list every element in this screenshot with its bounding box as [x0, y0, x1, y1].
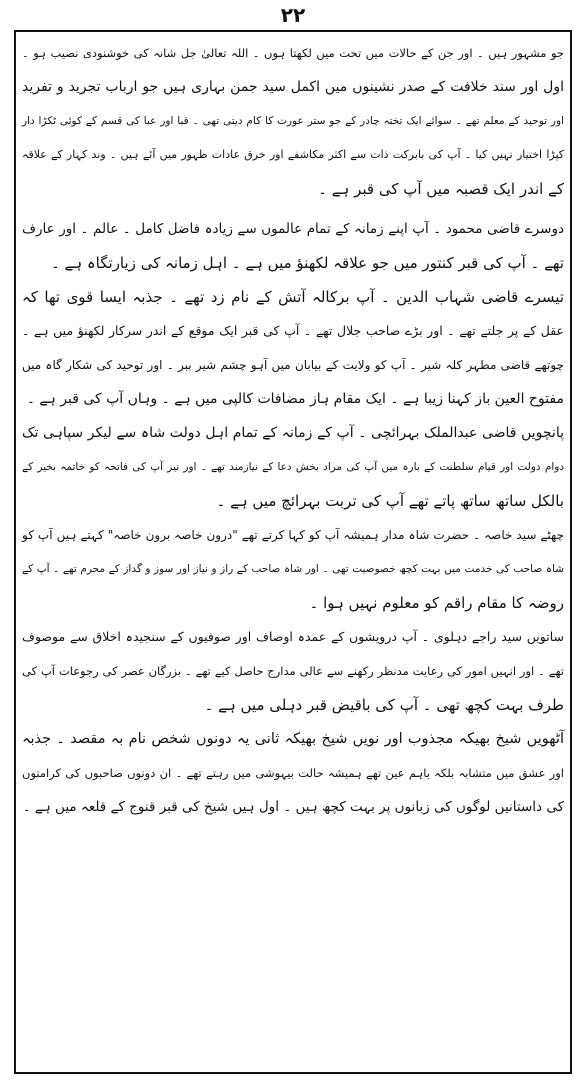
text-line: مفتوح العین باز کہنا زیبا ہے ۔ ایک مقام ہاز مضافات کالپی میں ہے ۔ وہاں آپ کی قبر ہے ۔: [26, 391, 564, 407]
text-line: چوتھے قاضی مطہر کلہ شیر ۔ آپ کو ولایت کے بیابان میں آہو چشم شیر ببر ۔ اور توحید کی شکار گاہ میں: [22, 358, 564, 372]
text-line: تھے ۔ آپ کی قبر کنتور میں جو علاقہ لکھنؤ میں ہے ۔ اہل زمانہ کی زیارتگاہ ہے ۔: [50, 254, 564, 272]
text-line: عقل کے پر جلتے تھے ۔ اور بڑے صاحب جلال تھے ۔ آپ کی قبر ایک موقع کے اندر سرکار لکھنؤ میں ہے ۔: [22, 323, 564, 338]
text-line: کی داستانیں لوگوں کی زبانوں پر بہت کچھ ہیں ۔ اول ہیں شیخ کی قبر قنوج کے قلعہ میں ہے ۔: [22, 799, 564, 815]
text-line: شاہ صاحب کی خدمت میں بہت کچھ خصوصیت تھی ۔ اور شاہ صاحب کے راز و نیاز اور سوز و گداز کے محرم تھے ۔ آپ کے: [22, 563, 564, 575]
page-number: ۲۲: [280, 3, 306, 27]
text-line: جو مشہور ہیں ۔ اور جن کے حالات میں تحت میں لکھتا ہوں ۔ اللہ تعالیٰ جل شانہ کی خوشنودی نصیب ہو ۔: [22, 46, 564, 60]
text-line: کے اندر ایک قصبہ میں آپ کی قبر ہے ۔: [318, 180, 564, 198]
text-line: آٹھویں شیخ بھیکہ مجذوب اور نویں شیخ بھیکہ ثانی یہ دونوں شخص نام بہ مقصد ۔ جذبہ: [22, 731, 564, 747]
text-line: چھٹے سید خاصہ ۔ حضرت شاہ مدار ہمیشہ آپ کو کہا کرتے تھے "درون خاصہ برون خاصہ" کہتے ہیں آپ کو: [22, 528, 564, 542]
text-line: اول اور سند خلافت کے صدر نشینوں میں اکمل سید جمن بہاری ہیں جو ارباب تجرید و تفرید: [22, 79, 564, 95]
text-line: دوام دولت اور قیام سلطنت کے بارہ میں آپ کی مراد بخش دعا کے نیازمند تھے ۔ اور نیز آپ کی فاتحہ کو خاتمہ بخیر کے: [22, 461, 564, 473]
text-line: پانچویں قاضی عبدالملک بہرائچی ۔ آپ کے زمانہ کے تمام اہل دولت شاہ سے لیکر سپاہی تک: [22, 425, 564, 441]
text-line: کپڑا اختیار نہیں کیا ۔ آپ کی بابرکت ذات سے اکثر مکاشفے اور خرق عادات ظہور میں آئے ہیں ۔ وند کہار کے علاقہ: [22, 148, 564, 161]
text-line: اور عشق میں متشابہ بلکہ باہم عین تھے ہمیشہ حالت بیہوشی میں رہتے تھے ۔ ان دونوں صاحبوں کی کرامتوں: [22, 766, 564, 780]
text-line: ساتویں سید راجے دہلوی ۔ آپ درویشوں کے عمدہ اوصاف اور صوفیوں کے سنجیدہ اخلاق سے موصوف: [22, 629, 564, 644]
text-body: [18, 36, 568, 824]
text-line: طرف بہت کچھ تھی ۔ آپ کی باقیض قبر دہلی میں ہے ۔: [204, 696, 564, 714]
text-line: تیسرے قاضی شہاب الدین ۔ آپ برکالہ آتش کے نام زد تھے ۔ جذبہ ایسا قوی تھا کہ: [22, 288, 564, 306]
text-line: بالکل ساتھ ساتھ پاتے تھے آپ کی تربت بہرائچ میں ہے ۔: [216, 492, 564, 510]
text-line: دوسرے قاضی محمود ۔ آپ اپنے زمانہ کے تمام عالموں سے زیادہ فاضل کامل ۔ عالم ۔ اور عارف: [22, 221, 564, 237]
text-line: روضہ کا مقام راقم کو معلوم نہیں ہوا ۔: [309, 594, 564, 612]
text-line: تھے ۔ اور انہیں امور کی رعایت مدنظر رکھنے سے عالی مدارج حاصل کیے تھے ۔ بزرگان عصر کی رجوعات آپ کی: [22, 664, 564, 678]
text-line: اور توحید کے معلم تھے ۔ سوائے ایک تختہ چادر کے جو ستر عورت کا کام دیتی تھی ۔ قبا اور عبا کی قسم کے کوئی ٹکڑا دار: [22, 115, 564, 127]
